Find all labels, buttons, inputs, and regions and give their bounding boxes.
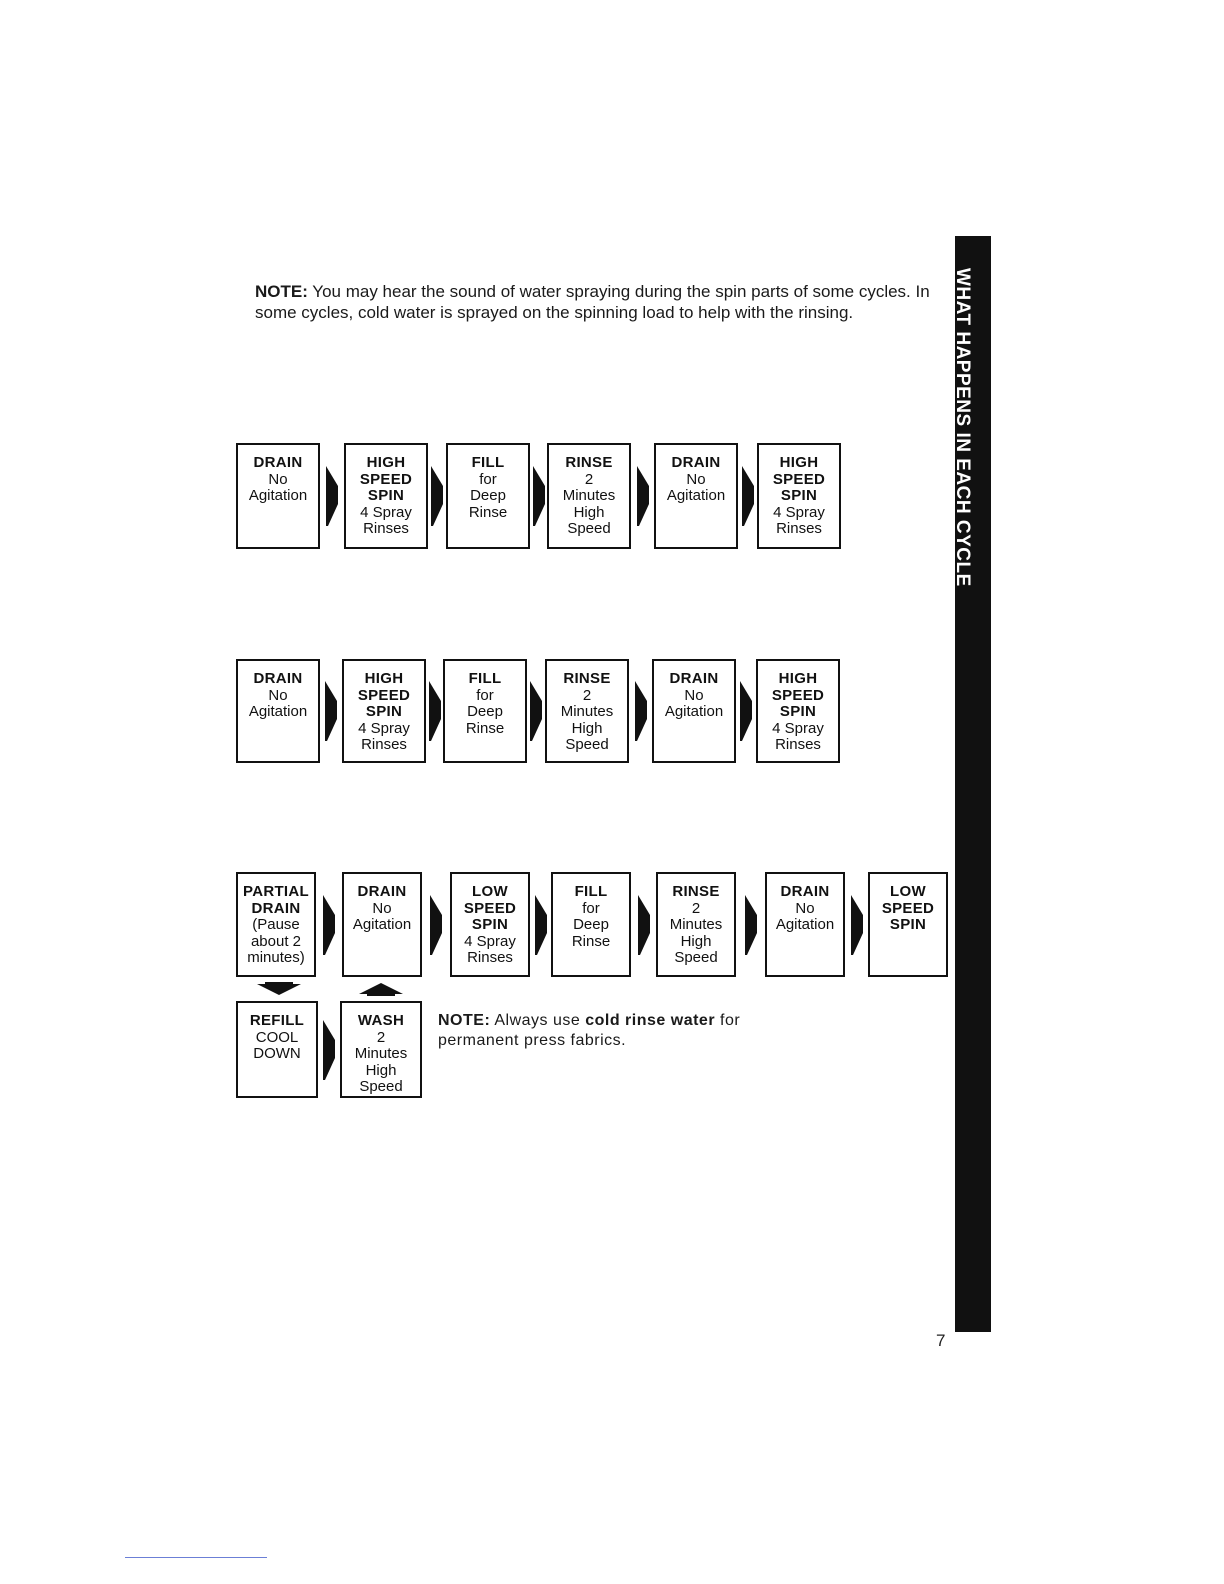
footer-rule xyxy=(125,1557,267,1558)
step-heading: HIGH xyxy=(779,454,819,471)
step-detail: 2 xyxy=(582,686,592,704)
step-heading: DRAIN xyxy=(251,899,301,917)
cycle-step-box xyxy=(545,659,629,763)
step-heading: FILL xyxy=(471,454,505,471)
step-detail: 4 Spray xyxy=(464,932,516,950)
step-detail: High xyxy=(571,719,603,737)
step-heading: LOW xyxy=(472,883,508,900)
step-detail: Rinse xyxy=(465,719,505,737)
arrow-right-icon xyxy=(429,893,443,957)
step-heading: HIGH xyxy=(778,670,818,687)
step-detail: 4 Spray xyxy=(360,503,412,521)
page-number: 7 xyxy=(936,1331,946,1350)
step-heading: DRAIN xyxy=(671,454,721,471)
step-detail: Deep xyxy=(573,916,609,933)
step-detail: Minutes xyxy=(562,487,616,504)
step-detail: Rinses xyxy=(467,949,513,966)
step-detail: No xyxy=(268,470,288,488)
step-heading: REFILL xyxy=(249,1012,305,1029)
step-detail: (Pause xyxy=(252,916,300,933)
note-top xyxy=(255,281,935,323)
step-detail: 2 xyxy=(691,899,701,917)
cycle-step-box xyxy=(652,659,736,763)
step-detail: Agitation xyxy=(248,487,308,504)
step-heading: SPEED xyxy=(359,470,413,488)
step-heading: SPIN xyxy=(779,703,817,720)
step-detail: Minutes xyxy=(669,916,723,933)
arrow-right-icon xyxy=(428,679,442,743)
note-bottom-label: NOTE: xyxy=(438,1012,491,1029)
step-detail: Rinses xyxy=(363,520,409,537)
step-detail: 2 xyxy=(376,1028,386,1046)
cycle-step-box xyxy=(443,659,527,763)
arrow-right-icon xyxy=(534,893,548,957)
step-detail: about 2 xyxy=(250,932,302,950)
step-heading: SPEED xyxy=(772,470,826,488)
step-heading: SPEED xyxy=(463,899,517,917)
section-tab xyxy=(952,236,991,1332)
cycle-step-box xyxy=(236,443,320,549)
arrow-right-icon xyxy=(637,893,651,957)
cycle-step-box xyxy=(342,659,426,763)
arrow-right-icon xyxy=(634,679,648,743)
arrow-up-icon xyxy=(359,982,403,996)
cycle-step-box xyxy=(340,1001,422,1098)
step-detail: minutes) xyxy=(247,949,305,966)
step-detail: Agitation xyxy=(775,916,835,933)
step-heading: FILL xyxy=(574,883,608,900)
cycle-step-box xyxy=(765,872,845,977)
step-heading: RINSE xyxy=(672,883,720,900)
step-detail: No xyxy=(686,470,706,488)
step-heading: SPIN xyxy=(780,487,818,504)
step-heading: LOW xyxy=(890,883,926,900)
step-heading: SPEED xyxy=(357,686,411,704)
step-heading: DRAIN xyxy=(253,670,303,687)
step-heading: DRAIN xyxy=(669,670,719,687)
step-detail: Speed xyxy=(359,1078,403,1095)
arrow-right-icon xyxy=(529,679,543,743)
step-detail: High xyxy=(365,1061,397,1079)
step-heading: DRAIN xyxy=(253,454,303,471)
section-tab-title: WHAT HAPPENS IN EACH CYCLE xyxy=(952,268,973,587)
step-detail: 4 Spray xyxy=(773,503,825,521)
arrow-right-icon xyxy=(324,679,338,743)
cycle-step-box xyxy=(756,659,840,763)
step-detail: High xyxy=(680,932,712,950)
step-detail: for xyxy=(582,899,600,917)
cycle-step-box xyxy=(654,443,738,549)
step-heading: PARTIAL xyxy=(243,883,309,900)
cycle-step-box xyxy=(236,1001,318,1098)
step-detail: Rinses xyxy=(361,736,407,753)
step-detail: Speed xyxy=(567,520,611,537)
step-detail: No xyxy=(372,899,392,917)
step-detail: Rinses xyxy=(776,520,822,537)
step-detail: Minutes xyxy=(354,1045,408,1062)
step-heading: DRAIN xyxy=(357,883,407,900)
step-heading: SPIN xyxy=(889,916,927,933)
cycle-step-box xyxy=(344,443,428,549)
step-detail: COOL xyxy=(255,1028,299,1046)
step-detail: Rinse xyxy=(468,503,508,521)
step-detail: Deep xyxy=(467,703,503,720)
arrow-right-icon xyxy=(850,893,864,957)
step-heading: FILL xyxy=(468,670,502,687)
step-detail: for xyxy=(476,686,494,704)
arrow-down-icon xyxy=(257,982,301,996)
cycle-step-box xyxy=(450,872,530,977)
note-bottom xyxy=(438,1011,798,1051)
cycle-step-box xyxy=(236,659,320,763)
step-detail: for xyxy=(479,470,497,488)
cycle-step-box xyxy=(656,872,736,977)
step-heading: HIGH xyxy=(366,454,406,471)
step-heading: DRAIN xyxy=(780,883,830,900)
note-bottom-bold: cold rinse water xyxy=(585,1012,716,1029)
cycle-step-box xyxy=(757,443,841,549)
step-heading: SPIN xyxy=(471,916,509,933)
step-detail: No xyxy=(684,686,704,704)
step-detail: High xyxy=(573,503,605,521)
step-heading: SPEED xyxy=(771,686,825,704)
step-detail: Agitation xyxy=(666,487,726,504)
step-detail: No xyxy=(795,899,815,917)
step-heading: SPIN xyxy=(367,487,405,504)
cycle-step-box xyxy=(342,872,422,977)
step-detail: Minutes xyxy=(560,703,614,720)
step-detail: Agitation xyxy=(664,703,724,720)
note-text: You may hear the sound of water spraying during the spin parts of some cycles. In some cycles, cold water is sprayed on the spinning load to help with the rinsing. xyxy=(255,282,930,322)
step-detail: Deep xyxy=(470,487,506,504)
cycle-step-box xyxy=(547,443,631,549)
arrow-right-icon xyxy=(744,893,758,957)
step-heading: SPIN xyxy=(365,703,403,720)
cycle-step-box xyxy=(868,872,948,977)
step-detail: 4 Spray xyxy=(358,719,410,737)
note-label: NOTE: xyxy=(255,282,308,301)
step-detail: Rinse xyxy=(571,932,611,950)
arrow-right-icon xyxy=(325,464,339,528)
arrow-right-icon xyxy=(739,679,753,743)
step-heading: SPEED xyxy=(881,899,935,917)
arrow-right-icon xyxy=(322,893,336,957)
step-detail: Agitation xyxy=(352,916,412,933)
step-detail: Speed xyxy=(565,736,609,753)
step-heading: RINSE xyxy=(563,670,611,687)
step-detail: 2 xyxy=(584,470,594,488)
step-detail: Speed xyxy=(674,949,718,966)
arrow-right-icon xyxy=(741,464,755,528)
step-detail: DOWN xyxy=(253,1045,301,1062)
arrow-right-icon xyxy=(532,464,546,528)
arrow-right-icon xyxy=(322,1018,336,1082)
note-bottom-pre: Always use xyxy=(490,1012,586,1029)
step-heading: RINSE xyxy=(565,454,613,471)
step-heading: HIGH xyxy=(364,670,404,687)
cycle-step-box xyxy=(446,443,530,549)
step-detail: 4 Spray xyxy=(772,719,824,737)
step-detail: Rinses xyxy=(775,736,821,753)
arrow-right-icon xyxy=(636,464,650,528)
note-bottom-post: for permanent press fabrics. xyxy=(438,1012,741,1049)
step-detail: Agitation xyxy=(248,703,308,720)
step-detail: No xyxy=(268,686,288,704)
arrow-right-icon xyxy=(430,464,444,528)
cycle-step-box xyxy=(551,872,631,977)
step-heading: WASH xyxy=(357,1012,405,1029)
cycle-step-box xyxy=(236,872,316,977)
